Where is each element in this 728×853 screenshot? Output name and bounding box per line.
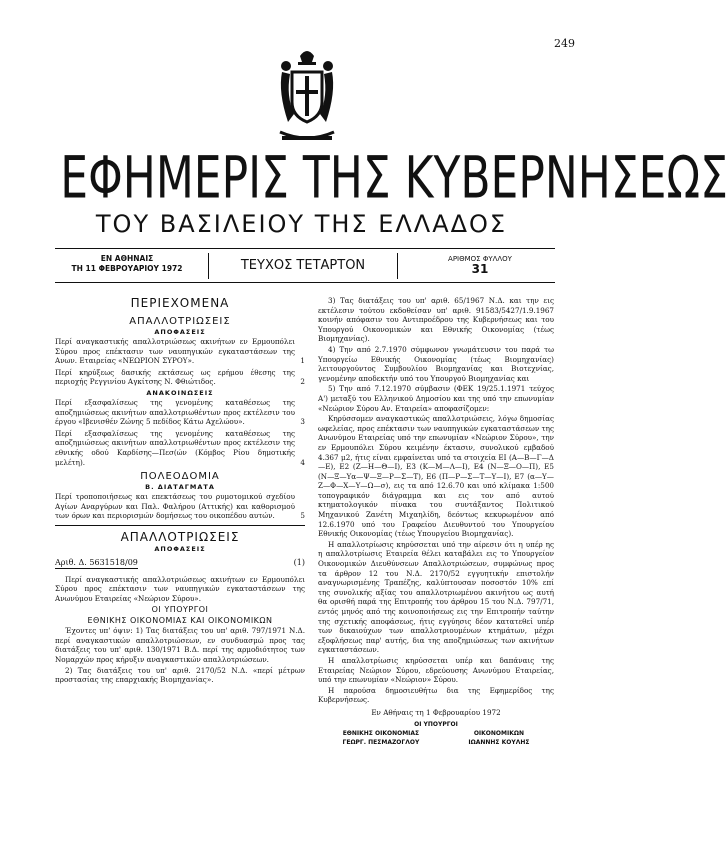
signer-name: ΓΕΩΡΓ. ΠΕΣΜΑΖΟΓΛΟΥ: [342, 738, 420, 746]
right-column: [318, 296, 554, 747]
contents-entry: [55, 398, 305, 427]
contents-entry: [55, 492, 305, 521]
decree-paragraph: Η απαλλοτρίωσις κηρύσσεται υπό την αίρεσιν ότι η υπέρ ης η απαλλοτρίωσις Εταιρεία θέλει καταβάλει εις το Υπουργείον Οικονομικών Διευθύνσεων Απαλλοτριώσεων, συμφώνως προς τα άρθρον 12 του Ν.Δ. 2170/52 εγγυητικήν επιστολήν αναγνωρισμένης Τραπέζης, καλύπτουσαν ποσοστόν 10% επί της συνολικής αξίας του απαλλοτριωμένου ακινήτου ως αυτή θα ορισθή παρά της Επιτροπής του άρθρου 15 του Ν.Δ. 797/71, εντός μηνός από της κοινοποιήσεως εις την Επιτροπήν ταύτην της σχετικής αποφάσεως, ήτις εγγύησις δέον κατατεθεί υπέρ των δικαιούχων των απαλλοτριουμένων κτημάτων, μέχρι εξοφλήσεως παρ' αυτής, δια της αποζημιώσεως των ακινήτων εγκαταστάσεων.: [318, 539, 554, 655]
decree-paragraph: Η παρούσα δημοσιευθήτω δια της Εφημερίδος της Κυβερνήσεως.: [318, 685, 554, 705]
decree-paragraph: 2) Τας διατάξεις του υπ' αριθ. 2170/52 Ν.Δ. «περί μέτρων προστασίας της επαρχιακής Βιομηχανίας».: [55, 665, 305, 685]
signer-2: [468, 729, 529, 747]
issue-date: ΤΗ 11 ΦΕΒΡΟΥΑΡΙΟΥ 1972: [71, 264, 183, 273]
decree-paragraph: Κηρύσσομεν αναγκαστικώς απαλλοτριώσεις, λόγω δημοσίας ωφελείας, προς επέκτασιν των ναυπηγικών εγκαταστάσεων της Ανωνύμου Εταιρείας υπό την επωνυμίαν «Νεώριον Σύρου», την εν Ερμουπόλει Σύρου κειμένην έκτασιν, συνολικού εμβαδού 4.367 μ2, ήτις είναι εμφαίνεται υπό τα στοιχεία ΕΙ (Α—Β—Γ—Δ—Ε), Ε2 (Ζ—Η—Θ—Ι), Ε3 (Κ—Μ—Λ—Ι), Ε4 (Ν—Ξ—Ο—Π), Ε5 (Ν—Ξ—Υα—Ψ—Ξ—Ρ—Σ—Τ), Ε6 (Π—Ρ—Σ—Τ—Υ—Ι), Ε7 (α—Υ—Ζ—Φ—Χ—Υ—Ω—σ), εις τα από 12.6.70 και υπό κλίμακα 1:500 τοπογραφικόν διάγραμμα και εις τον από αυτού κτηματολογικόν πίνακα του συντάξαντος Πολιτικού Μηχανικού Ζανέτη Μιχαηλίδη, δεόντως κεκυρωμένον από 12.6.1970 υπό του Γραφείου Διευθυντού του Υπουργείου Εθνικής Οικονομίας (τέως Υπουργείου Βιομηχανίας).: [318, 414, 554, 539]
decree-header: [55, 558, 305, 569]
signers-title: ΟΙ ΥΠΟΥΡΓΟΙ: [414, 720, 458, 728]
main-section-sub: ΑΠΟΦΑΣΕΙΣ: [154, 544, 206, 553]
decree-number: Αριθ. Δ. 5631518/09: [55, 557, 138, 567]
page-number: 249: [554, 37, 575, 50]
sheet-number: 31: [471, 262, 489, 276]
signer-1: [343, 729, 420, 747]
main-section-title: ΑΠΑΛΛΟΤΡΙΩΣΕΙΣ: [120, 529, 240, 544]
ministry-line2: ΕΘΝΙΚΗΣ ΟΙΚΟΝΟΜΙΑΣ ΚΑΙ ΟΙΚΟΝΟΜΙΚΩΝ: [87, 616, 273, 626]
contents-entry: [55, 337, 305, 366]
contents-subsection2: ΑΝΑΚΟΙΝΩΣΕΙΣ: [146, 388, 214, 397]
decree-paragraph: 4) Την από 2.7.1970 σύμφωνον γνωμάτευσιν του παρά τω Υπουργείω Εθνικής Οικονομίας (τέως Βιομηχανίας) λειτουργούντος Συμβουλίου Βιομηχανίας και Βιοτεχνίας, γενομένην αποδεκτήν υπό του Υπουργού Βιομηχανίας και: [318, 344, 554, 383]
contents-entry-text: Περί εξασφαλίσεως της γενομένης καταθέσεως της αποζημιώσεως ακινήτων απαλλοτριωθέντων προς εκτέλεσιν του έργου «Ιβενισθέν Ζώνης 5 πεδίδος Κάτω Αχελώου».: [55, 397, 295, 427]
date-line: Εν Αθήναις τη 1 Φεβρουαρίου 1972: [371, 707, 501, 717]
decree-paragraph: 3) Τας διατάξεις του υπ' αριθ. 65/1967 Ν.Δ. και την εις εκτέλεσιν τούτου εκδοθείσαν υπ' αριθ. 91583/5427/1.9.1967 κοινήν απόφασιν του Αντιπροέδρου της Κυβερνήσεως και του Υπουργού Οικονομικών και Εθνικής Οικονομίας (τέως Βιομηχανίας).: [318, 296, 554, 344]
contents-entry-text: Περί αναγκαστικής απαλλοτριώσεως ακινήτων εν Ερμουπόλει Σύρου προς επέκτασιν των ναυπηγικών εγκαταστάσεων της Ανων. Εταιρείας «ΝΕΩΡΙΟΝ ΣΥΡΟΥ».: [55, 337, 295, 366]
masthead-title: ΕΦΗΜΕΡΙΣ ΤΗΣ ΚΥΒΕΡΝΗΣΕΩΣ: [60, 143, 728, 212]
contents-entry-page: 3: [300, 417, 305, 427]
contents-section1-title: ΑΠΑΛΛΟΤΡΙΩΣΕΙΣ: [129, 316, 231, 327]
contents-title: ΠΕΡΙΕΧΟΜΕΝΑ: [130, 296, 230, 310]
contents-entry-text: Περί κηρύξεως δασικής εκτάσεως ως ερήμου έθεσης της περιοχής Ρεγγινίου Αγκίτσης Ν. Φθιώτιδος.: [55, 367, 295, 387]
contents-section2-sub: Β. ΔΙΑΤΑΓΜΑΤΑ: [145, 483, 215, 492]
decree-paragraph: Έχοντες υπ' όψιν: 1) Τας διατάξεις του υπ' αριθ. 797/1971 Ν.Δ. περί αναγκαστικών απαλλοτριώσεων, εν συνδυασμώ προς τας διατάξεις του υπ' αριθ. 130/1971 Β.Δ. περί της αρμοδιότητος των Νομαρχών προς κήρυξιν αναγκαστικών απαλλοτριώσεων.: [55, 626, 305, 665]
issue-sheet: [405, 254, 555, 274]
contents-entry-page: 4: [300, 457, 305, 467]
decree-index: (1): [293, 557, 305, 567]
contents-entry-page: 5: [300, 511, 305, 521]
contents-section2-title: ΠΟΛΕΟΔΟΜΙΑ: [140, 471, 220, 483]
signer-name: ΙΩΑΝΝΗΣ ΚΟΥΛΗΣ: [468, 738, 530, 746]
signer-role: ΟΙΚΟΝΟΜΙΚΩΝ: [473, 729, 525, 737]
section-divider: [55, 525, 305, 526]
coat-of-arms-emblem: [278, 42, 336, 146]
contents-entry-text: Περί εξασφαλίσεως της γενομένης καταθέσεως της αποζημιώσεως ακινήτων απαλλοτριωθέντων προς εκτέλεσιν της εθνικής οδού Καρδίσης—Πεσ(ών (Κόμβος Ρίου δημοτικής μελέτη).: [55, 428, 295, 467]
left-column: [55, 296, 305, 686]
contents-entry-page: 2: [300, 377, 305, 387]
contents-entry: [55, 429, 305, 467]
contents-entry: [55, 368, 305, 387]
issue-place-date: [52, 254, 202, 274]
header-bottom-rule: [55, 282, 555, 283]
contents-entry-page: 1: [300, 356, 305, 366]
signers-block: [318, 729, 554, 747]
issue-volume: ΤΕΥΧΟΣ ΤΕΤΑΡΤΟΝ: [208, 253, 398, 279]
decree-paragraph: Η απαλλοτρίωσις κηρύσσεται υπέρ και δαπάναις της Εταιρείας Νεώριον Σύρου, εδρεύουσης Ανωνύμου Εταιρείας, υπό την επωνυμίαν «Νεώριον» Σύρου.: [318, 655, 554, 685]
masthead-subtitle: ΤΟΥ ΒΑΣΙΛΕΙΟΥ ΤΗΣ ΕΛΛΑΔΟΣ: [95, 210, 508, 238]
signers-title-row: [318, 720, 554, 729]
decree-paragraph: 5) Την από 7.12.1970 σύμβασιν (ΦΕΚ 19/25.1.1971 τεύχος Α') μεταξύ του Ελληνικού Δημοσίου και της υπό την επωνυμίαν «Νεώριον Σύρου Αν. Εταιρεία» αποφασίζομεν:: [318, 384, 554, 413]
header-top-rule: [55, 248, 555, 249]
contents-section1-sub: ΑΠΟΦΑΣΕΙΣ: [154, 328, 206, 336]
issue-place: ΕΝ ΑΘΗΝΑΙΣ: [100, 254, 154, 263]
sheet-label: ΑΡΙΘΜΟΣ ΦΥΛΛΟΥ: [448, 255, 512, 263]
signer-role: ΕΘΝΙΚΗΣ ΟΙΚΟΝΟΜΙΑΣ: [342, 729, 420, 737]
ministry-line1: ΟΙ ΥΠΟΥΡΓΟΙ: [151, 605, 209, 615]
contents-entry-text: Περί τροποποιήσεως και επεκτάσεως του ρυμοτομικού σχεδίου Αγίων Αναργύρων και Παλ. Φαλήρου (Αττικής) και καθορισμού των όρων και περιορισμών δομήσεως του οικοπέδου αυτών.: [55, 492, 295, 521]
decree-intro: Περί αναγκαστικής απαλλοτριώσεως ακινήτων εν Ερμουπόλει Σύρου προς επέκτασιν των ναυπηγικών εγκαταστάσεων της Ανωνύμου Εταιρείας «Νεώριον Σύρου».: [55, 574, 305, 603]
